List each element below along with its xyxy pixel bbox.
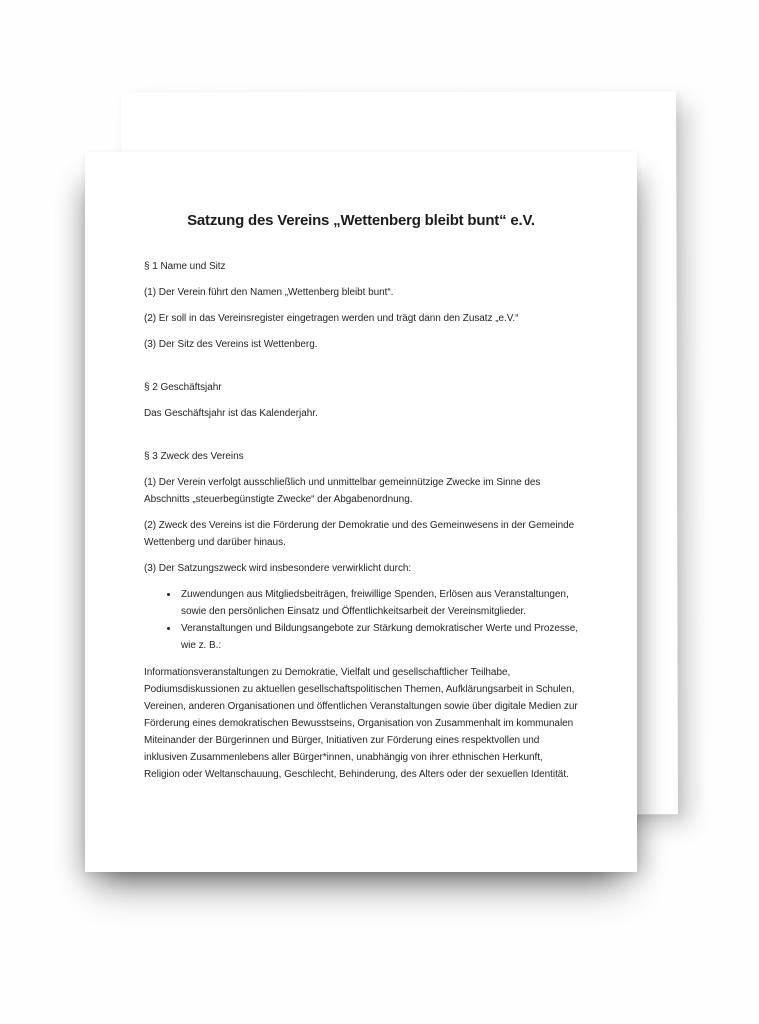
purpose-bullet-list: [144, 586, 578, 654]
document-title: Satzung des Vereins „Wettenberg bleibt bunt“ e.V.: [187, 212, 535, 229]
paragraph: (2) Zweck des Vereins ist die Förderung der Demokratie und des Gemeinwesens in der Gemeinde Wettenberg und darüber hinaus.: [144, 520, 575, 548]
paragraph: (1) Der Verein führt den Namen „Wettenberg bleibt bunt“.: [144, 287, 394, 298]
section-heading: § 3 Zweck des Vereins: [144, 451, 244, 462]
section-name-und-sitz: [144, 258, 578, 353]
closing-paragraph: Informationsveranstaltungen zu Demokratie, Vielfalt und gesellschaftlicher Teilhabe, Podiumsdiskussionen zu aktuellen gesellschaftspolitischen Themen, Aufklärungsarbeit in Schulen, Vereinen, anderen Organisationen und öffentlichen Veranstaltungen sowie über digitale Medien zur Förderung eines demokratischen Bewusstseins, Organisation von Zusammenhalt im kommunalen Miteinander der Bürgerinnen und Bürger, Initiativen zur Förderung eines respektvollen und inklusiven Zusammenlebens aller Bürger*innen, unabhängig von ihrer ethnischen Herkunft, Religion oder Weltanschauung, Geschlecht, Behinderung, des Alters oder der sexuellen Identität.: [144, 667, 578, 780]
section-zweck-des-vereins: [144, 448, 578, 783]
paragraph: (1) Der Verein verfolgt ausschließlich und unmittelbar gemeinnützige Zwecke im Sinne des Abschnitts „steuerbegünstigte Zwecke“ der Abgabenordnung.: [144, 477, 541, 505]
front-page: [85, 152, 637, 872]
bullet-item: • Zuwendungen aus Mitgliedsbeiträgen, freiwillige Spenden, Erlösen aus Veranstaltungen, sowie den persönlichen Einsatz und Öffentlichkeitsarbeit der Vereinsmitglieder.: [179, 586, 578, 620]
paragraph: (3) Der Satzungszweck wird insbesondere verwirklicht durch:: [144, 563, 412, 574]
paragraph: (2) Er soll in das Vereinsregister eingetragen werden und trägt dann den Zusatz „e.V.“: [144, 313, 519, 324]
section-heading: § 1 Name und Sitz: [144, 261, 226, 272]
section-heading: § 2 Geschäftsjahr: [144, 382, 222, 393]
bullet-item: • Veranstaltungen und Bildungsangebote zur Stärkung demokratischer Werte und Prozesse, wie z. B.:: [179, 620, 578, 654]
paragraph: Das Geschäftsjahr ist das Kalenderjahr.: [144, 408, 318, 419]
section-geschaeftsjahr: [144, 379, 578, 422]
paragraph: (3) Der Sitz des Vereins ist Wettenberg.: [144, 339, 318, 350]
